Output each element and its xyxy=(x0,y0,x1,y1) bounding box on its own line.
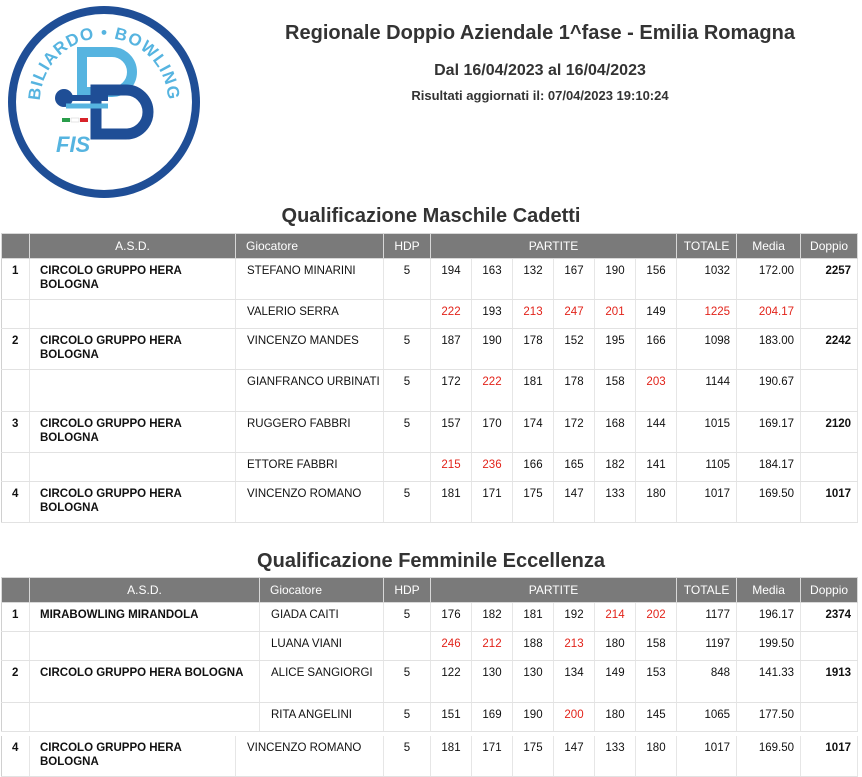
game-score-cell: 215 xyxy=(431,453,472,482)
game-score-cell: 247 xyxy=(554,300,595,329)
fis-logo-icon xyxy=(4,2,204,202)
game-score-cell: 175 xyxy=(513,482,554,523)
col-asd: A.S.D. xyxy=(30,234,236,259)
rank-cell: 1 xyxy=(2,259,30,300)
club-cell: CIRCOLO GRUPPO HERA BOLOGNA xyxy=(30,329,236,370)
table-row xyxy=(2,632,858,661)
player-cell: STEFANO MINARINI xyxy=(236,259,384,300)
game-score-cell: 200 xyxy=(554,703,595,732)
game-score-cell: 214 xyxy=(595,603,636,632)
game-score-cell: 157 xyxy=(431,412,472,453)
table-header-row xyxy=(2,578,858,603)
game-score-cell: 181 xyxy=(431,482,472,523)
total-cell: 1197 xyxy=(677,632,737,661)
game-score-cell: 170 xyxy=(472,412,513,453)
game-score-cell: 158 xyxy=(595,370,636,412)
game-score-cell: 202 xyxy=(636,603,677,632)
game-score-cell: 203 xyxy=(636,370,677,412)
table-row xyxy=(2,412,858,453)
table-row xyxy=(2,482,858,523)
player-cell: LUANA VIANI xyxy=(260,632,384,661)
hdp-cell: 5 xyxy=(384,259,431,300)
table-row xyxy=(2,259,858,300)
game-score-cell: 178 xyxy=(554,370,595,412)
game-score-cell: 222 xyxy=(472,370,513,412)
player-cell: VINCENZO ROMANO xyxy=(236,482,384,523)
rank-cell: 4 xyxy=(2,482,30,523)
double-cell: 2120 xyxy=(801,412,858,453)
game-score-cell: 133 xyxy=(595,482,636,523)
game-score-cell: 213 xyxy=(554,632,595,661)
average-cell: 199.50 xyxy=(737,632,801,661)
table-row xyxy=(2,370,858,412)
player-cell: RITA ANGELINI xyxy=(260,703,384,732)
hdp-cell: 5 xyxy=(384,703,431,732)
game-score-cell: 181 xyxy=(513,603,554,632)
average-cell: 169.50 xyxy=(737,736,801,777)
hdp-cell xyxy=(384,453,431,482)
game-score-cell: 222 xyxy=(431,300,472,329)
col-hdp: HDP xyxy=(384,578,431,603)
total-cell: 1225 xyxy=(677,300,737,329)
game-score-cell: 168 xyxy=(595,412,636,453)
rank-cell: 3 xyxy=(2,412,30,453)
game-score-cell: 190 xyxy=(513,703,554,732)
total-cell: 1098 xyxy=(677,329,737,370)
game-score-cell: 193 xyxy=(472,300,513,329)
game-score-cell: 212 xyxy=(472,632,513,661)
average-cell: 196.17 xyxy=(737,603,801,632)
game-score-cell: 180 xyxy=(636,736,677,777)
club-cell: CIRCOLO GRUPPO HERA BOLOGNA xyxy=(30,412,236,453)
game-score-cell: 180 xyxy=(595,632,636,661)
last-updated: Risultati aggiornati il: 07/04/2023 19:10:24 xyxy=(411,88,669,103)
player-cell: VINCENZO MANDES xyxy=(236,329,384,370)
game-score-cell: 174 xyxy=(513,412,554,453)
average-cell: 184.17 xyxy=(737,453,801,482)
table-row xyxy=(2,603,858,632)
col-total: TOTALE xyxy=(677,578,737,603)
col-games: PARTITE xyxy=(431,234,677,259)
total-cell: 848 xyxy=(677,661,737,703)
game-score-cell: 194 xyxy=(431,259,472,300)
club-cell xyxy=(30,370,236,412)
club-cell xyxy=(30,632,260,661)
game-score-cell: 213 xyxy=(513,300,554,329)
table-row xyxy=(2,300,858,329)
rank-cell xyxy=(2,632,30,661)
col-double: Doppio xyxy=(801,234,858,259)
game-score-cell: 180 xyxy=(636,482,677,523)
total-cell: 1144 xyxy=(677,370,737,412)
game-score-cell: 169 xyxy=(472,703,513,732)
section-title-women: Qualificazione Femminile Eccellenza xyxy=(257,550,605,572)
game-score-cell: 166 xyxy=(513,453,554,482)
col-player: Giocatore xyxy=(260,578,384,603)
col-double: Doppio xyxy=(801,578,858,603)
game-score-cell: 201 xyxy=(595,300,636,329)
player-cell: ALICE SANGIORGI xyxy=(260,661,384,703)
game-score-cell: 171 xyxy=(472,736,513,777)
game-score-cell: 166 xyxy=(636,329,677,370)
hdp-cell: 5 xyxy=(384,412,431,453)
club-cell: MIRABOWLING MIRANDOLA xyxy=(30,603,260,632)
game-score-cell: 134 xyxy=(554,661,595,703)
col-avg: Media xyxy=(737,578,801,603)
hdp-cell xyxy=(384,300,431,329)
double-cell xyxy=(801,632,858,661)
logo-arc-text: BILIARDO • BOWLING xyxy=(24,22,184,102)
hdp-cell: 5 xyxy=(384,482,431,523)
double-cell xyxy=(801,300,858,329)
average-cell: 141.33 xyxy=(737,661,801,703)
club-cell: CIRCOLO GRUPPO HERA BOLOGNA xyxy=(30,482,236,523)
game-score-cell: 165 xyxy=(554,453,595,482)
game-score-cell: 236 xyxy=(472,453,513,482)
rank-cell xyxy=(2,453,30,482)
hdp-cell: 5 xyxy=(384,603,431,632)
col-hdp: HDP xyxy=(384,234,431,259)
hdp-cell: 5 xyxy=(384,661,431,703)
col-total: TOTALE xyxy=(677,234,737,259)
club-cell xyxy=(30,300,236,329)
col-pos xyxy=(2,578,30,603)
player-cell: VALERIO SERRA xyxy=(236,300,384,329)
game-score-cell: 163 xyxy=(472,259,513,300)
game-score-cell: 178 xyxy=(513,329,554,370)
game-score-cell: 158 xyxy=(636,632,677,661)
game-score-cell: 122 xyxy=(431,661,472,703)
game-score-cell: 192 xyxy=(554,603,595,632)
game-score-cell: 141 xyxy=(636,453,677,482)
club-cell: CIRCOLO GRUPPO HERA BOLOGNA xyxy=(30,661,260,703)
game-score-cell: 145 xyxy=(636,703,677,732)
double-cell: 2374 xyxy=(801,603,858,632)
table-header-row xyxy=(2,234,858,259)
club-cell: CIRCOLO GRUPPO HERA BOLOGNA xyxy=(30,259,236,300)
col-pos xyxy=(2,234,30,259)
hdp-cell xyxy=(384,632,431,661)
average-cell: 169.17 xyxy=(737,412,801,453)
col-games: PARTITE xyxy=(431,578,677,603)
game-score-cell: 175 xyxy=(513,736,554,777)
rank-cell xyxy=(2,300,30,329)
game-score-cell: 130 xyxy=(472,661,513,703)
game-score-cell: 172 xyxy=(431,370,472,412)
player-cell: GIADA CAITI xyxy=(260,603,384,632)
table-row xyxy=(2,703,858,732)
double-cell: 1017 xyxy=(801,482,858,523)
table-body-women xyxy=(2,603,858,732)
game-score-cell: 132 xyxy=(513,259,554,300)
double-cell xyxy=(801,703,858,732)
game-score-cell: 181 xyxy=(513,370,554,412)
logo-fis-text: FIS xyxy=(56,132,91,157)
double-cell: 1913 xyxy=(801,661,858,703)
average-cell: 172.00 xyxy=(737,259,801,300)
game-score-cell: 181 xyxy=(431,736,472,777)
rank-cell: 1 xyxy=(2,603,30,632)
results-table-extra xyxy=(1,736,858,777)
table-body-men xyxy=(2,259,858,523)
double-cell: 2257 xyxy=(801,259,858,300)
total-cell: 1017 xyxy=(677,736,737,777)
game-score-cell: 190 xyxy=(472,329,513,370)
table-row xyxy=(2,453,858,482)
total-cell: 1065 xyxy=(677,703,737,732)
date-range: Dal 16/04/2023 al 16/04/2023 xyxy=(434,62,646,79)
rank-cell xyxy=(2,370,30,412)
hdp-cell: 5 xyxy=(384,370,431,412)
game-score-cell: 182 xyxy=(595,453,636,482)
double-cell xyxy=(801,370,858,412)
game-score-cell: 153 xyxy=(636,661,677,703)
club-cell xyxy=(30,703,260,732)
player-cell: GIANFRANCO URBINATI xyxy=(236,370,384,412)
game-score-cell: 130 xyxy=(513,661,554,703)
rank-cell xyxy=(2,703,30,732)
total-cell: 1017 xyxy=(677,482,737,523)
player-cell: RUGGERO FABBRI xyxy=(236,412,384,453)
game-score-cell: 188 xyxy=(513,632,554,661)
table-row xyxy=(2,329,858,370)
game-score-cell: 172 xyxy=(554,412,595,453)
game-score-cell: 151 xyxy=(431,703,472,732)
rank-cell: 2 xyxy=(2,661,30,703)
double-cell xyxy=(801,453,858,482)
game-score-cell: 156 xyxy=(636,259,677,300)
double-cell: 1017 xyxy=(801,736,858,777)
col-player: Giocatore xyxy=(236,234,384,259)
game-score-cell: 167 xyxy=(554,259,595,300)
double-cell: 2242 xyxy=(801,329,858,370)
average-cell: 204.17 xyxy=(737,300,801,329)
results-table-men xyxy=(1,233,858,523)
game-score-cell: 152 xyxy=(554,329,595,370)
average-cell: 183.00 xyxy=(737,329,801,370)
game-score-cell: 176 xyxy=(431,603,472,632)
total-cell: 1105 xyxy=(677,453,737,482)
game-score-cell: 195 xyxy=(595,329,636,370)
game-score-cell: 246 xyxy=(431,632,472,661)
game-score-cell: 144 xyxy=(636,412,677,453)
results-table-women xyxy=(1,577,858,732)
player-cell: VINCENZO ROMANO xyxy=(236,736,384,777)
total-cell: 1015 xyxy=(677,412,737,453)
hdp-cell: 5 xyxy=(384,329,431,370)
game-score-cell: 190 xyxy=(595,259,636,300)
club-cell: CIRCOLO GRUPPO HERA BOLOGNA xyxy=(30,736,236,777)
col-asd: A.S.D. xyxy=(30,578,260,603)
game-score-cell: 147 xyxy=(554,482,595,523)
game-score-cell: 149 xyxy=(595,661,636,703)
player-cell: ETTORE FABBRI xyxy=(236,453,384,482)
game-score-cell: 149 xyxy=(636,300,677,329)
fis-logo xyxy=(4,2,204,202)
section-title-men: Qualificazione Maschile Cadetti xyxy=(281,205,581,227)
page-title: Regionale Doppio Aziendale 1^fase - Emilia Romagna xyxy=(285,22,795,44)
hdp-cell: 5 xyxy=(384,736,431,777)
average-cell: 169.50 xyxy=(737,482,801,523)
game-score-cell: 171 xyxy=(472,482,513,523)
average-cell: 190.67 xyxy=(737,370,801,412)
game-score-cell: 133 xyxy=(595,736,636,777)
club-cell xyxy=(30,453,236,482)
table-row xyxy=(2,661,858,703)
game-score-cell: 147 xyxy=(554,736,595,777)
table-body-extra xyxy=(2,736,858,777)
average-cell: 177.50 xyxy=(737,703,801,732)
rank-cell: 4 xyxy=(2,736,30,777)
rank-cell: 2 xyxy=(2,329,30,370)
col-avg: Media xyxy=(737,234,801,259)
game-score-cell: 180 xyxy=(595,703,636,732)
total-cell: 1032 xyxy=(677,259,737,300)
game-score-cell: 187 xyxy=(431,329,472,370)
game-score-cell: 182 xyxy=(472,603,513,632)
table-row xyxy=(2,736,858,777)
total-cell: 1177 xyxy=(677,603,737,632)
